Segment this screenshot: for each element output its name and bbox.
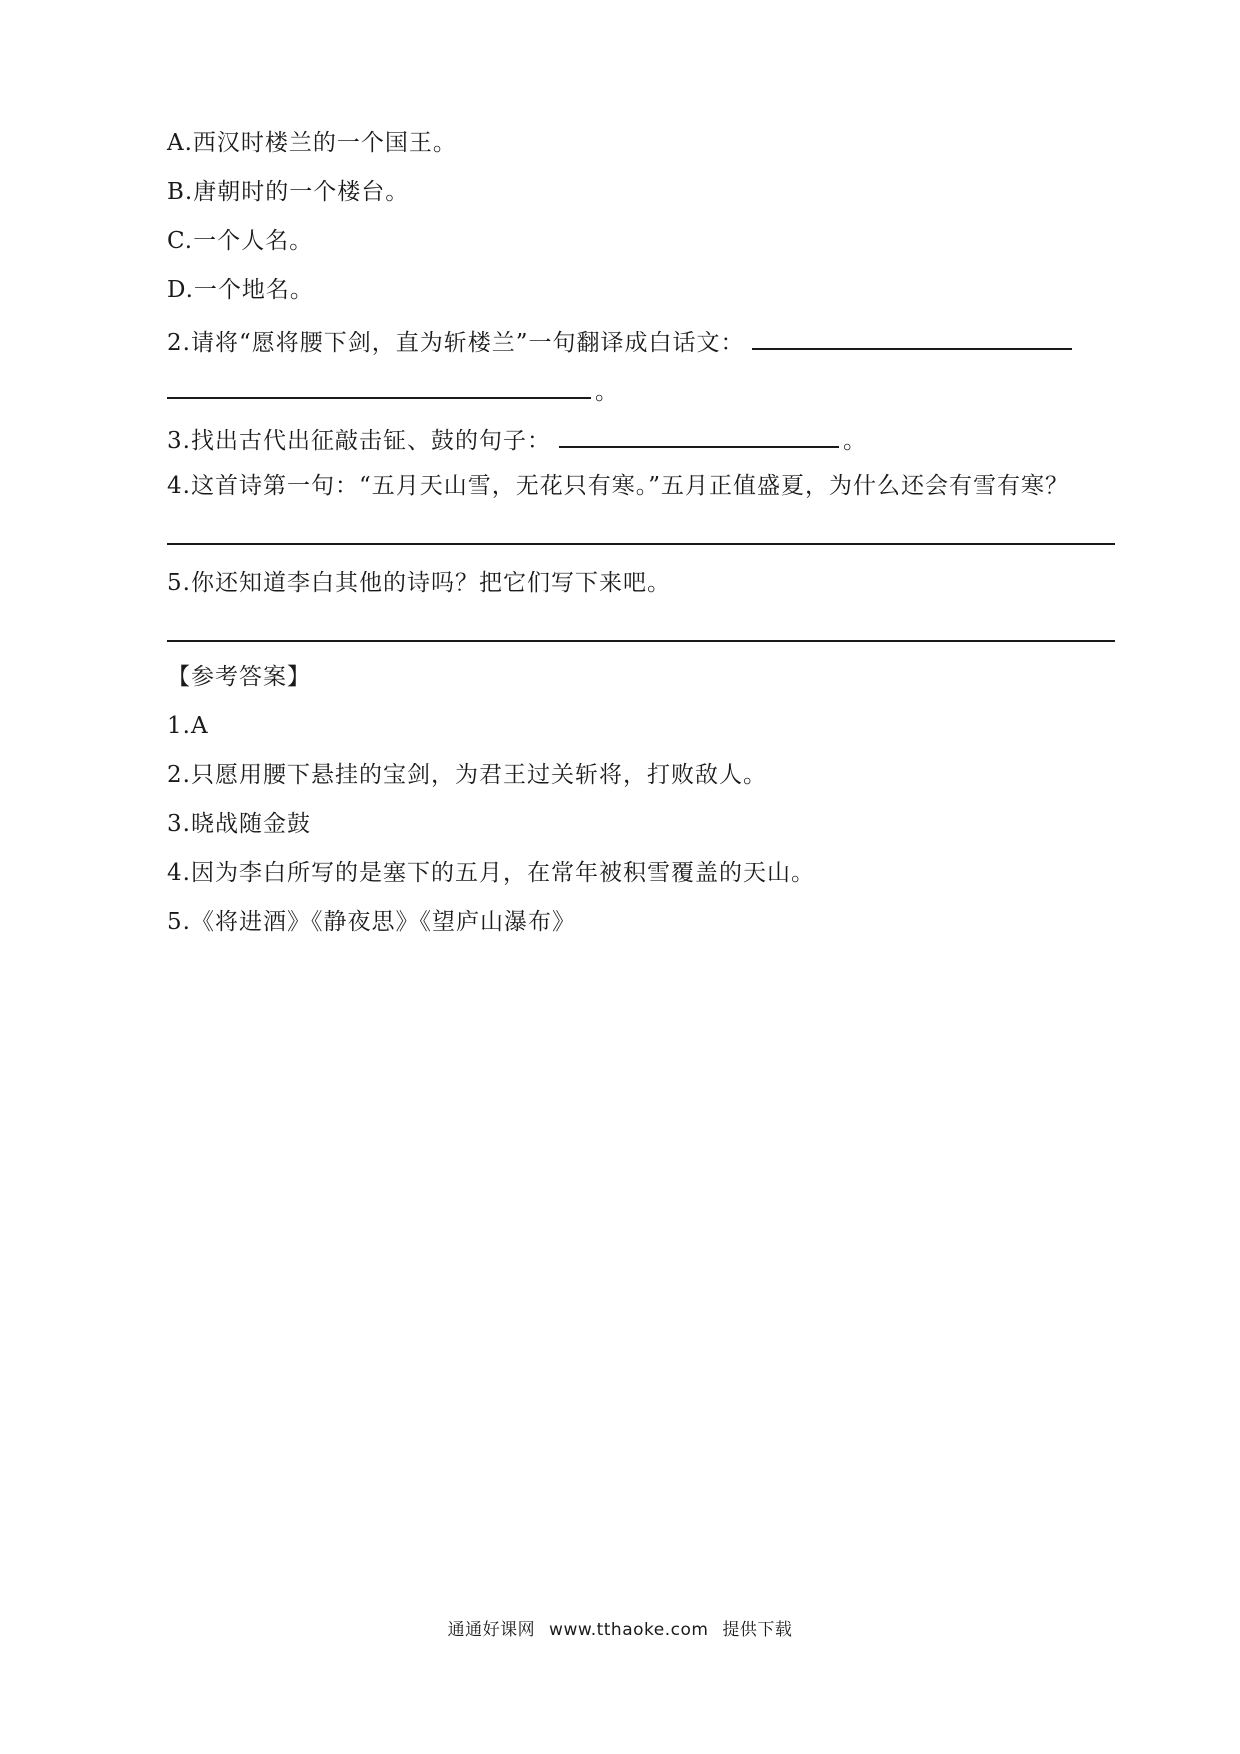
answers-heading: 【参考答案】 <box>167 664 311 690</box>
answer-5: 5.《将进酒》《静夜思》《望庐山瀑布》 <box>167 909 576 935</box>
answer-4: 4.因为李白所写的是塞下的五月，在常年被积雪覆盖的天山。 <box>167 860 815 886</box>
question-4-answer-line[interactable] <box>167 543 1115 545</box>
question-5: 5.你还知道李白其他的诗吗？把它们写下来吧。 <box>167 570 671 596</box>
question-5-answer-line[interactable] <box>167 640 1115 642</box>
footer-suffix: 提供下载 <box>722 1620 793 1640</box>
question-2-text: 2.请将“愿将腰下剑，直为斩楼兰”一句翻译成白话文： <box>167 330 745 356</box>
question-3-end: 。 <box>842 428 867 454</box>
question-4: 4.这首诗第一句：“五月天山雪，无花只有寒。”五月正值盛夏，为什么还会有雪有寒？ <box>167 473 1069 499</box>
option-d: D.一个地名。 <box>167 277 314 303</box>
page-footer <box>0 1615 1240 1640</box>
option-a: A.西汉时楼兰的一个国王。 <box>167 130 457 156</box>
option-c: C.一个人名。 <box>167 228 314 254</box>
answer-3: 3.晓战随金鼓 <box>167 811 311 837</box>
option-b: B.唐朝时的一个楼台。 <box>167 179 410 205</box>
question-3 <box>167 422 867 456</box>
question-2-end: 。 <box>595 379 619 405</box>
footer-url[interactable]: www.tthaoke.com <box>549 1620 709 1640</box>
answer-2: 2.只愿用腰下悬挂的宝剑，为君王过关斩将，打败敌人。 <box>167 762 767 788</box>
question-2-continuation <box>167 373 619 407</box>
question-3-answer-blank[interactable] <box>559 422 839 448</box>
answer-1: 1.A <box>167 713 209 739</box>
question-2-answer-blank[interactable] <box>752 324 1072 350</box>
question-3-text: 3.找出古代出征敲击钲、鼓的句子： <box>167 428 551 454</box>
question-2-answer-blank-2[interactable] <box>167 373 591 399</box>
footer-site-name: 通通好课网 <box>447 1620 536 1640</box>
question-2 <box>167 324 1076 358</box>
